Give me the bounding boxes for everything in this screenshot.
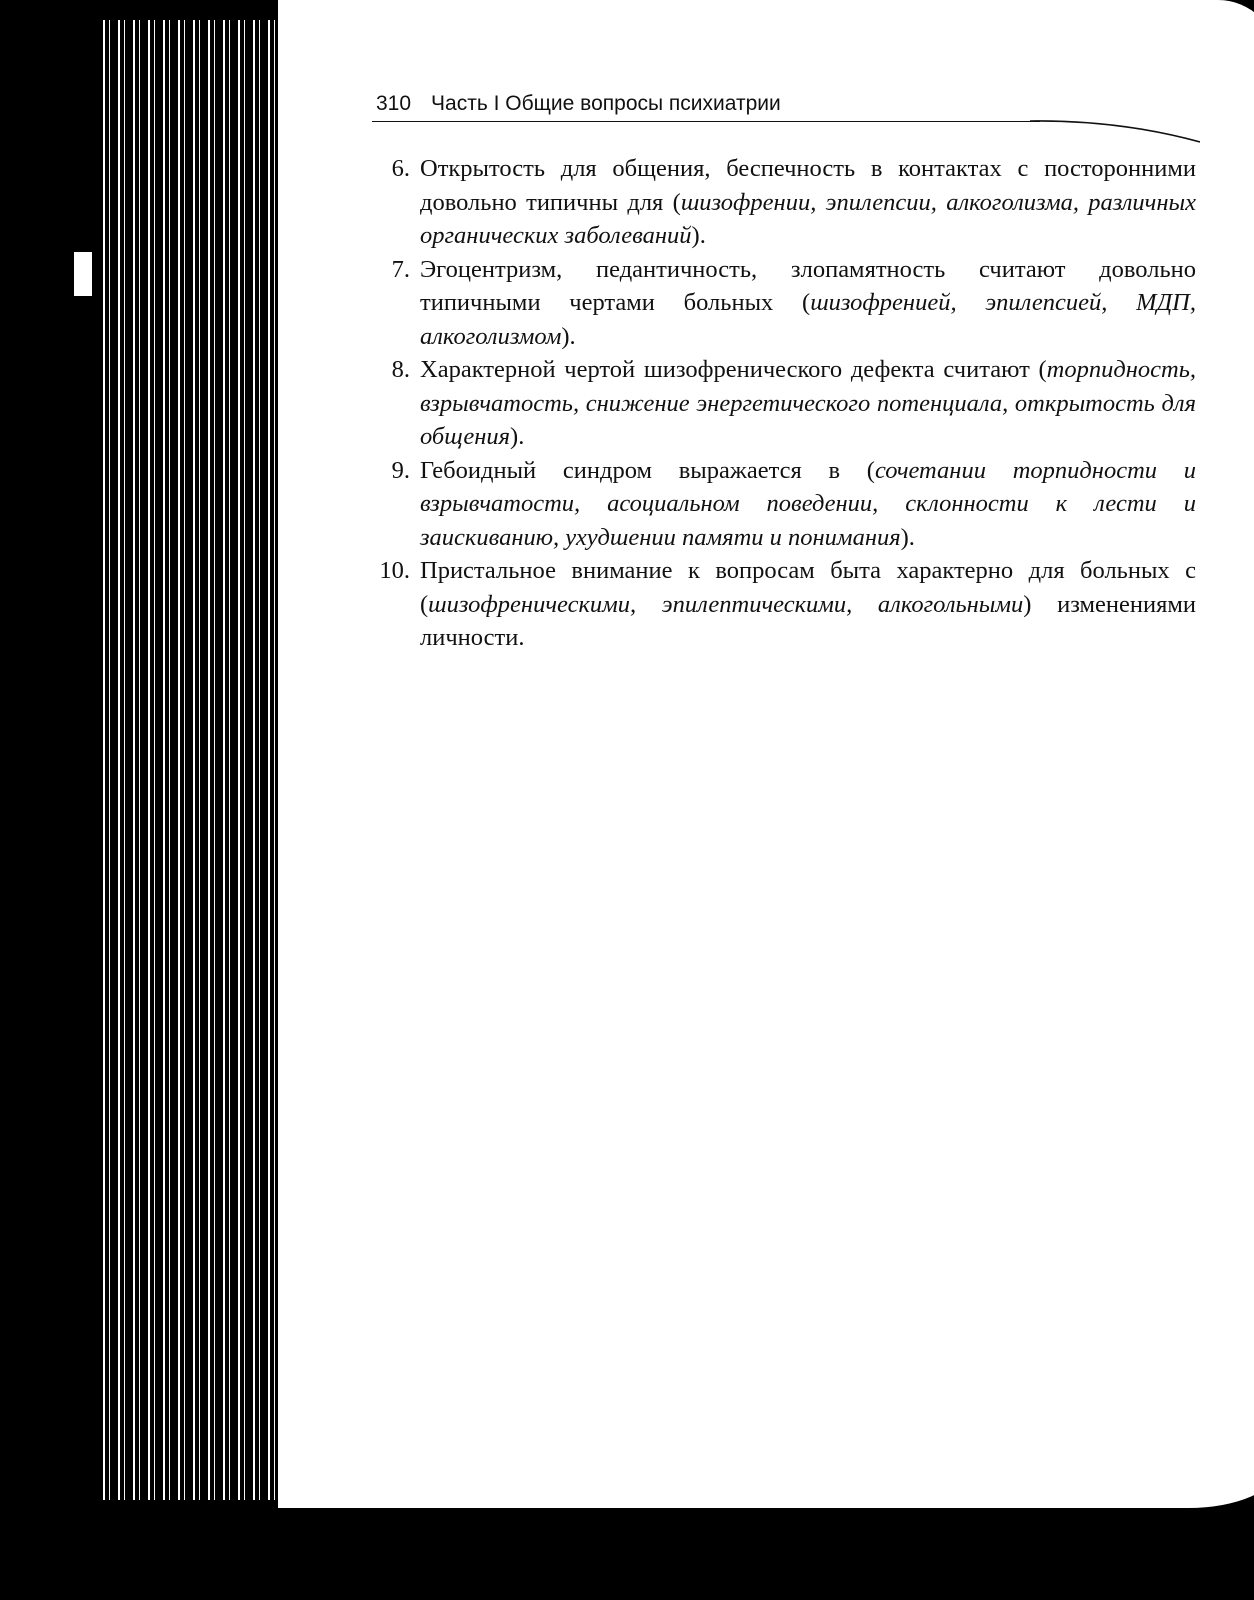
question-text: Пристальное внимание к вопросам быта характерно для больных с ( bbox=[420, 557, 1196, 618]
question-item bbox=[376, 152, 1196, 253]
answer-options: шизофрении, эпилепсии, алкоголизма, различных органических заболеваний bbox=[420, 188, 1196, 249]
question-number: 9. bbox=[391, 456, 410, 484]
question-text: Гебоидный синдром выражается в ( bbox=[420, 456, 875, 484]
running-title: Часть I Общие вопросы психиатрии bbox=[431, 92, 781, 115]
question-number: 10. bbox=[379, 557, 410, 584]
book-page-edges bbox=[100, 20, 280, 1500]
answer-options: торпидность, взрывчатость, снижение энергетического потенциала, открытость для общения bbox=[420, 356, 1196, 450]
running-header bbox=[376, 92, 781, 116]
question-text-end: ). bbox=[510, 423, 525, 450]
header-rule-curve bbox=[1030, 116, 1200, 146]
question-text-end: ). bbox=[561, 322, 576, 350]
answer-options: шизофренией, эпилепсией, МДП, алкоголизмом bbox=[420, 289, 1196, 350]
question-text-end: ) изменениями личности. bbox=[420, 590, 1196, 651]
question-text: Открытость для общения, беспечность в контактах с посторонними довольно типичны для ( bbox=[420, 155, 1196, 216]
question-item bbox=[376, 554, 1196, 655]
answer-options: сочетании торпидности и взрывчатости, асоциальном поведении, склонности к лести и заискиванию, ухудшении памяти и понимания bbox=[420, 456, 1197, 551]
question-list bbox=[376, 152, 1196, 655]
page-number: 310 bbox=[376, 92, 412, 115]
question-number: 8. bbox=[391, 356, 410, 383]
page-edge-tab bbox=[74, 252, 92, 296]
question-text: Характерной чертой шизофренического дефекта считают ( bbox=[420, 356, 1047, 383]
question-item bbox=[376, 454, 1196, 555]
answer-options: шизофреническими, эпилептическими, алкогольными bbox=[428, 590, 1024, 618]
question-number: 6. bbox=[391, 155, 410, 182]
question-text-end: ). bbox=[691, 222, 706, 249]
question-text-end: ). bbox=[900, 523, 915, 551]
question-item bbox=[376, 353, 1196, 454]
question-text: Эгоцентризм, педантичность, злопамятность считают довольно типичными чертами больных ( bbox=[420, 255, 1196, 316]
question-item bbox=[376, 253, 1196, 354]
header-rule bbox=[372, 121, 1040, 122]
question-number: 7. bbox=[391, 255, 410, 283]
